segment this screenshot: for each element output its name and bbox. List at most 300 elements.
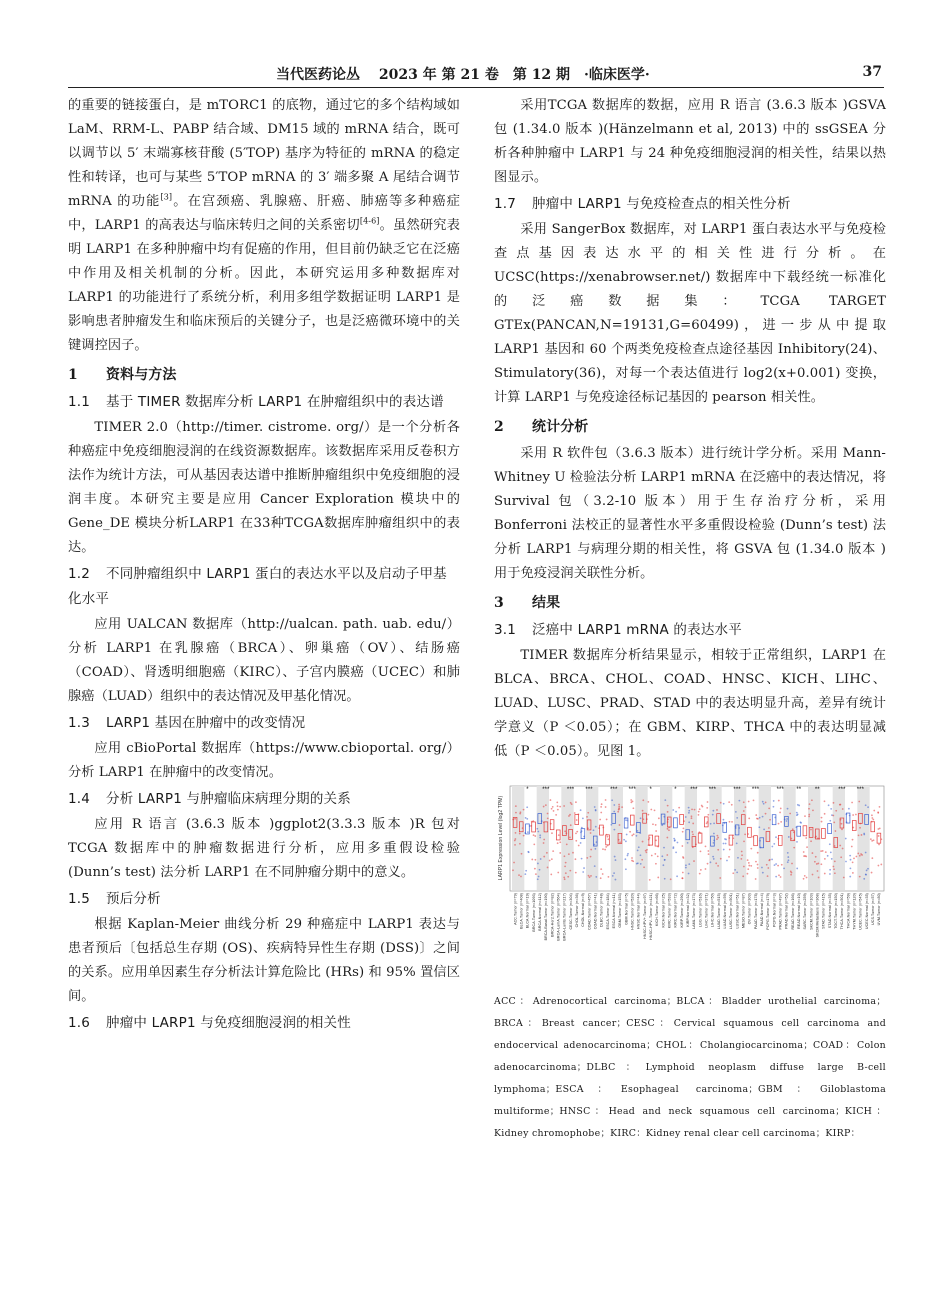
sample-point (747, 873, 749, 875)
sample-point (631, 857, 633, 859)
significance-marker: ** (796, 787, 802, 793)
sample-point (661, 855, 663, 857)
sample-point (572, 852, 574, 854)
sample-point (841, 823, 843, 825)
sample-point (605, 806, 607, 808)
sample-point (594, 865, 596, 867)
x-tick-label: BLCA.Normal (n=19) (525, 893, 530, 929)
sample-point (839, 845, 841, 847)
sample-point (594, 844, 596, 846)
sample-point (638, 846, 640, 848)
sample-point (625, 868, 627, 870)
sample-point (539, 869, 541, 871)
sample-point (693, 860, 695, 862)
sample-point (743, 810, 745, 812)
sample-point (755, 878, 757, 880)
sample-point (667, 828, 669, 830)
sample-point (787, 861, 789, 863)
sample-point (570, 824, 572, 826)
sample-point (559, 852, 561, 854)
sample-point (523, 835, 525, 837)
sample-point (611, 799, 613, 801)
paragraph: 根据 Kaplan-Meier 曲线分析 29 种癌症中 LARP1 表达与患者预后〔包括总生存期 (OS)、疾病特异性生存期 (DSS)〕之间的关系。应用单因素生存分析法计算危险比 (HRs) 和 95% 置信区间。 (68, 917, 460, 1004)
x-tick-label: HNSC-HPV+.Tumor (n=97) (642, 893, 647, 939)
sample-point (815, 856, 817, 858)
x-tick-label: KICH.Normal (n=25) (661, 893, 666, 928)
x-tick-label: UCS.Tumor (n=57) (871, 893, 876, 925)
sample-point (667, 805, 669, 807)
sample-point (602, 873, 604, 875)
sample-point (590, 875, 592, 877)
sample-point (682, 831, 684, 833)
sample-point (700, 850, 702, 852)
subsection-heading: 1.6 肿瘤中 LARP1 与免疫细胞浸润的相关性 (68, 1015, 351, 1031)
sample-point (617, 811, 619, 813)
sample-point (743, 866, 745, 868)
sample-point (649, 879, 651, 881)
sample-point (873, 839, 875, 841)
sample-point (806, 846, 808, 848)
sample-point (821, 821, 823, 823)
sample-point (853, 857, 855, 859)
sample-point (661, 824, 663, 826)
significance-marker: *** (751, 787, 760, 793)
subsection-heading: 1.3 LARP1 基因在肿瘤中的改变情况 (68, 715, 306, 731)
sample-point (817, 870, 819, 872)
sample-point (867, 868, 869, 870)
sample-point (699, 808, 701, 810)
right-column (494, 94, 886, 1145)
sample-point (568, 853, 570, 855)
sample-point (676, 875, 678, 877)
sample-point (526, 818, 528, 820)
sample-point (564, 878, 566, 880)
sample-point (633, 833, 635, 835)
significance-marker: *** (542, 787, 550, 793)
sample-point (543, 856, 545, 858)
sample-point (821, 817, 823, 819)
sample-point (814, 861, 816, 863)
sample-point (645, 850, 647, 852)
sample-point (736, 871, 738, 873)
sample-point (654, 809, 656, 811)
x-tick-label: GBM.Tumor (n=153) (618, 893, 623, 928)
sample-point (791, 863, 793, 865)
sample-point (780, 821, 782, 823)
sample-point (773, 843, 775, 845)
significance-marker: *** (708, 787, 717, 793)
sample-point (712, 810, 714, 812)
significance-marker: *** (733, 787, 741, 793)
sample-point (812, 852, 814, 854)
citation[interactable]: [3] (160, 192, 173, 202)
sample-point (867, 806, 869, 808)
sample-point (842, 848, 844, 850)
sample-point (590, 849, 592, 851)
sample-point (538, 876, 540, 878)
group-band (685, 786, 697, 890)
sample-point (610, 824, 612, 826)
x-tick-label: GBM.Normal (n=5) (624, 893, 629, 925)
sample-point (551, 858, 553, 860)
sample-point (851, 846, 853, 848)
sample-point (852, 839, 854, 841)
sample-point (619, 824, 621, 826)
sample-point (691, 815, 693, 817)
sample-point (879, 828, 881, 830)
section-heading: 1 资料与方法 (68, 367, 177, 383)
sample-point (720, 858, 722, 860)
significance-marker: *** (628, 787, 636, 793)
sample-point (533, 843, 535, 845)
sample-point (550, 874, 552, 876)
sample-point (683, 857, 685, 859)
x-tick-label: COAD.Tumor (n=457) (587, 893, 592, 930)
sample-point (566, 843, 568, 845)
x-tick-label: LUSC.Tumor (n=501) (729, 893, 734, 930)
sample-point (871, 817, 873, 819)
sample-point (588, 875, 590, 877)
sample-point (824, 813, 826, 815)
sample-point (804, 855, 806, 857)
sample-point (706, 807, 708, 809)
sample-point (657, 855, 659, 857)
sample-point (550, 799, 552, 801)
sample-point (783, 868, 785, 870)
sample-point (625, 840, 627, 842)
sample-point (557, 805, 559, 807)
x-tick-label: PRAD.Tumor (n=497) (778, 893, 783, 930)
sample-point (769, 859, 771, 861)
sample-point (569, 870, 571, 872)
sample-point (668, 829, 670, 831)
sample-point (605, 846, 607, 848)
x-tick-label: UVM.Tumor (n=80) (877, 893, 882, 926)
sample-point (581, 827, 583, 829)
sample-point (546, 852, 548, 854)
figure-1-boxplot (494, 778, 886, 983)
sample-point (793, 847, 795, 849)
sample-point (705, 868, 707, 870)
sample-point (787, 856, 789, 858)
sample-point (575, 872, 577, 874)
sample-point (605, 799, 607, 801)
sample-point (575, 858, 577, 860)
sample-point (706, 822, 708, 824)
sample-point (833, 802, 835, 804)
sample-point (788, 836, 790, 838)
sample-point (650, 809, 652, 811)
sample-point (534, 835, 536, 837)
sample-point (857, 853, 859, 855)
sample-point (849, 867, 851, 869)
sample-point (723, 819, 725, 821)
sample-point (553, 810, 555, 812)
journal-title: 当代医药论丛 2023 年 第 21 卷 第 12 期 ·临床医学· (276, 67, 650, 83)
sample-point (582, 817, 584, 819)
sample-point (716, 838, 718, 840)
group-band (635, 786, 647, 890)
sample-point (725, 839, 727, 841)
sample-point (880, 864, 882, 866)
sample-point (570, 802, 572, 804)
sample-point (850, 859, 852, 861)
x-tick-label: PAAD.Tumor (n=178) (753, 893, 758, 930)
sample-point (767, 867, 769, 869)
group-band (611, 786, 623, 890)
sample-point (527, 831, 529, 833)
sample-point (564, 865, 566, 867)
sample-point (753, 800, 755, 802)
significance-marker: *** (566, 787, 575, 793)
sample-point (537, 863, 539, 865)
sample-point (615, 859, 617, 861)
sample-point (515, 832, 517, 834)
sample-point (824, 800, 826, 802)
sample-point (557, 809, 559, 811)
x-tick-label: BRCA-LumA.Tumor (n=564) (556, 893, 561, 941)
sample-point (860, 853, 862, 855)
section-heading: 3 结果 (494, 595, 561, 611)
sample-point (688, 807, 690, 809)
sample-point (716, 809, 718, 811)
sample-point (520, 811, 522, 813)
sample-point (750, 865, 752, 867)
sample-point (788, 859, 790, 861)
sample-point (767, 875, 769, 877)
subsection-heading: 3.1 泛癌中 LARP1 mRNA 的表达水平 (494, 622, 742, 638)
sample-point (549, 860, 551, 862)
sample-point (655, 863, 657, 865)
sample-point (762, 801, 764, 803)
sample-point (736, 842, 738, 844)
sample-point (824, 858, 826, 860)
boxplot-chart (494, 778, 886, 983)
sample-point (575, 840, 577, 842)
sample-point (779, 812, 781, 814)
x-tick-label: LIHC.Tumor (n=371) (704, 893, 709, 928)
x-tick-label: BRCA.Tumor (n=1093) (531, 893, 536, 932)
sample-point (812, 874, 814, 876)
sample-point (716, 835, 718, 837)
sample-point (723, 803, 725, 805)
sample-point (778, 823, 780, 825)
page-number: 37 (862, 64, 882, 80)
significance-marker: *** (690, 787, 698, 793)
sample-point (664, 878, 666, 880)
sample-point (741, 851, 743, 853)
sample-point (723, 843, 725, 845)
sample-point (535, 873, 537, 875)
sample-point (595, 876, 597, 878)
sample-point (565, 862, 567, 864)
x-tick-label: KICH.Tumor (n=66) (655, 893, 660, 927)
x-tick-label: PCPG.Normal (n=3) (772, 893, 777, 927)
sample-point (526, 806, 528, 808)
sample-point (534, 859, 536, 861)
sample-point (699, 873, 701, 875)
sample-point (602, 848, 604, 850)
sample-point (713, 833, 715, 835)
sample-point (675, 851, 677, 853)
sample-point (632, 800, 634, 802)
group-band (586, 786, 598, 890)
x-tick-label: HNSC.Tumor (n=520) (630, 893, 635, 930)
sample-point (726, 860, 728, 862)
significance-marker: *** (856, 787, 865, 793)
sample-point (734, 869, 736, 871)
sample-point (871, 872, 873, 874)
paragraph: 采用 SangerBox 数据库，对 LARP1 蛋白表达水平与免疫检查点基因表达水平的相关性进行分析。在 UCSC(https://xenabrowser.net/) 数据库中下载经统一标准化的泛癌数据集：TCGA TARGET GTEx(PANCAN,N=19131,G=60499)，进一步从中提取 LARP1 基因和 60 个两类免疫检查点途径基因 Inhibitory(24)、Stimulatory(36)，对每一个表达值进行 log2(x+0.001) 变换，计算 LARP1 与免疫途径标记基因的 pearson 相关性。 (494, 222, 886, 405)
sample-point (786, 820, 788, 822)
sample-point (629, 831, 631, 833)
sample-point (829, 820, 831, 822)
sample-point (687, 842, 689, 844)
subsection-heading: 1.2 不同肿瘤组织中 LARP1 蛋白的表达水平以及启动子甲基化水平 (68, 566, 447, 607)
sample-point (614, 856, 616, 858)
sample-point (615, 879, 617, 881)
x-tick-label: KIRP.Normal (n=32) (686, 893, 691, 927)
sample-point (870, 838, 872, 840)
sample-point (852, 872, 854, 874)
sample-point (712, 856, 714, 858)
sample-point (731, 804, 733, 806)
x-tick-label: UCEC.Normal (n=35) (864, 893, 869, 930)
sample-point (829, 869, 831, 871)
sample-point (691, 817, 693, 819)
sample-point (787, 852, 789, 854)
sample-point (514, 838, 516, 840)
sample-point (515, 805, 517, 807)
sample-point (519, 843, 521, 845)
sample-point (514, 844, 516, 846)
sample-point (655, 840, 657, 842)
sample-point (576, 831, 578, 833)
sample-point (595, 809, 597, 811)
x-tick-label: STAD.Tumor (n=415) (821, 893, 826, 929)
paragraph: 采用 R 软件包（3.6.3 版本）进行统计学分析。采用 Mann-Whitney U 检验法分析 LARP1 mRNA 在泛癌中的表达情况，将 Survival 包（3.2-10 版本）用于生存治疗分析，采用 Bonferroni 法校正的显著性水平多重假设检验 (Dunn’s test) 法分析 LARP1 与病理分期的相关性，将 GSVA 包 (1.34.0 版本 ) 用于免疫浸润关联性分析。 (494, 446, 886, 581)
sample-point (778, 800, 780, 802)
sample-point (865, 874, 867, 876)
sample-point (698, 814, 700, 816)
sample-point (736, 817, 738, 819)
sample-point (640, 863, 642, 865)
sample-point (745, 806, 747, 808)
sample-point (833, 868, 835, 870)
sample-point (587, 812, 589, 814)
sample-point (750, 848, 752, 850)
significance-marker: *** (585, 787, 593, 793)
sample-point (803, 851, 805, 853)
sample-point (545, 804, 547, 806)
sample-point (640, 854, 642, 856)
sample-point (608, 876, 610, 878)
significance-marker: *** (838, 787, 846, 793)
sample-point (835, 830, 837, 832)
sample-point (664, 859, 666, 861)
sample-point (855, 856, 857, 858)
sample-point (781, 864, 783, 866)
sample-point (624, 858, 626, 860)
sample-point (631, 835, 633, 837)
sample-point (775, 836, 777, 838)
sample-point (845, 861, 847, 863)
sample-point (792, 828, 794, 830)
sample-point (861, 834, 863, 836)
sample-point (513, 862, 515, 864)
sample-point (515, 812, 517, 814)
sample-point (800, 822, 802, 824)
sample-point (654, 853, 656, 855)
sample-point (748, 862, 750, 864)
sample-point (691, 831, 693, 833)
sample-point (829, 843, 831, 845)
sample-point (775, 863, 777, 865)
sample-point (848, 808, 850, 810)
x-tick-label: SKCM.Tumor (n=103) (809, 893, 814, 930)
x-tick-label: ACC.Tumor (n=79) (513, 893, 518, 925)
sample-point (683, 827, 685, 829)
sample-point (557, 872, 559, 874)
sample-point (755, 814, 757, 816)
section-heading: 2 统计分析 (494, 419, 589, 435)
sample-point (777, 865, 779, 867)
sample-point (748, 801, 750, 803)
sample-point (725, 843, 727, 845)
sample-point (766, 864, 768, 866)
sample-point (641, 859, 643, 861)
sample-point (729, 849, 731, 851)
sample-point (662, 864, 664, 866)
citation[interactable]: [4-6] (359, 216, 380, 226)
sample-point (565, 872, 567, 874)
x-tick-label: THCA.Tumor (n=501) (840, 893, 845, 930)
sample-point (558, 834, 560, 836)
sample-point (863, 833, 865, 835)
sample-point (873, 810, 875, 812)
sample-point (567, 876, 569, 878)
sample-point (595, 826, 597, 828)
sample-point (564, 855, 566, 857)
sample-point (830, 851, 832, 853)
sample-point (613, 811, 615, 813)
page-header (68, 58, 884, 88)
sample-point (525, 817, 527, 819)
sample-point (849, 855, 851, 857)
sample-point (555, 814, 557, 816)
sample-point (626, 834, 628, 836)
sample-point (692, 834, 694, 836)
x-tick-label: PCPG.Tumor (n=179) (766, 893, 771, 930)
sample-point (619, 841, 621, 843)
sample-point (636, 863, 638, 865)
sample-point (688, 810, 690, 812)
sample-point (707, 863, 709, 865)
subsection-heading: 1.5 预后分析 (68, 891, 161, 907)
sample-point (778, 874, 780, 876)
group-band (734, 786, 746, 890)
sample-point (618, 804, 620, 806)
sample-point (743, 840, 745, 842)
sample-point (710, 861, 712, 863)
sample-point (768, 807, 770, 809)
sample-point (812, 809, 814, 811)
sample-point (540, 858, 542, 860)
sample-point (643, 866, 645, 868)
sample-point (841, 828, 843, 830)
sample-point (729, 821, 731, 823)
sample-point (710, 823, 712, 825)
